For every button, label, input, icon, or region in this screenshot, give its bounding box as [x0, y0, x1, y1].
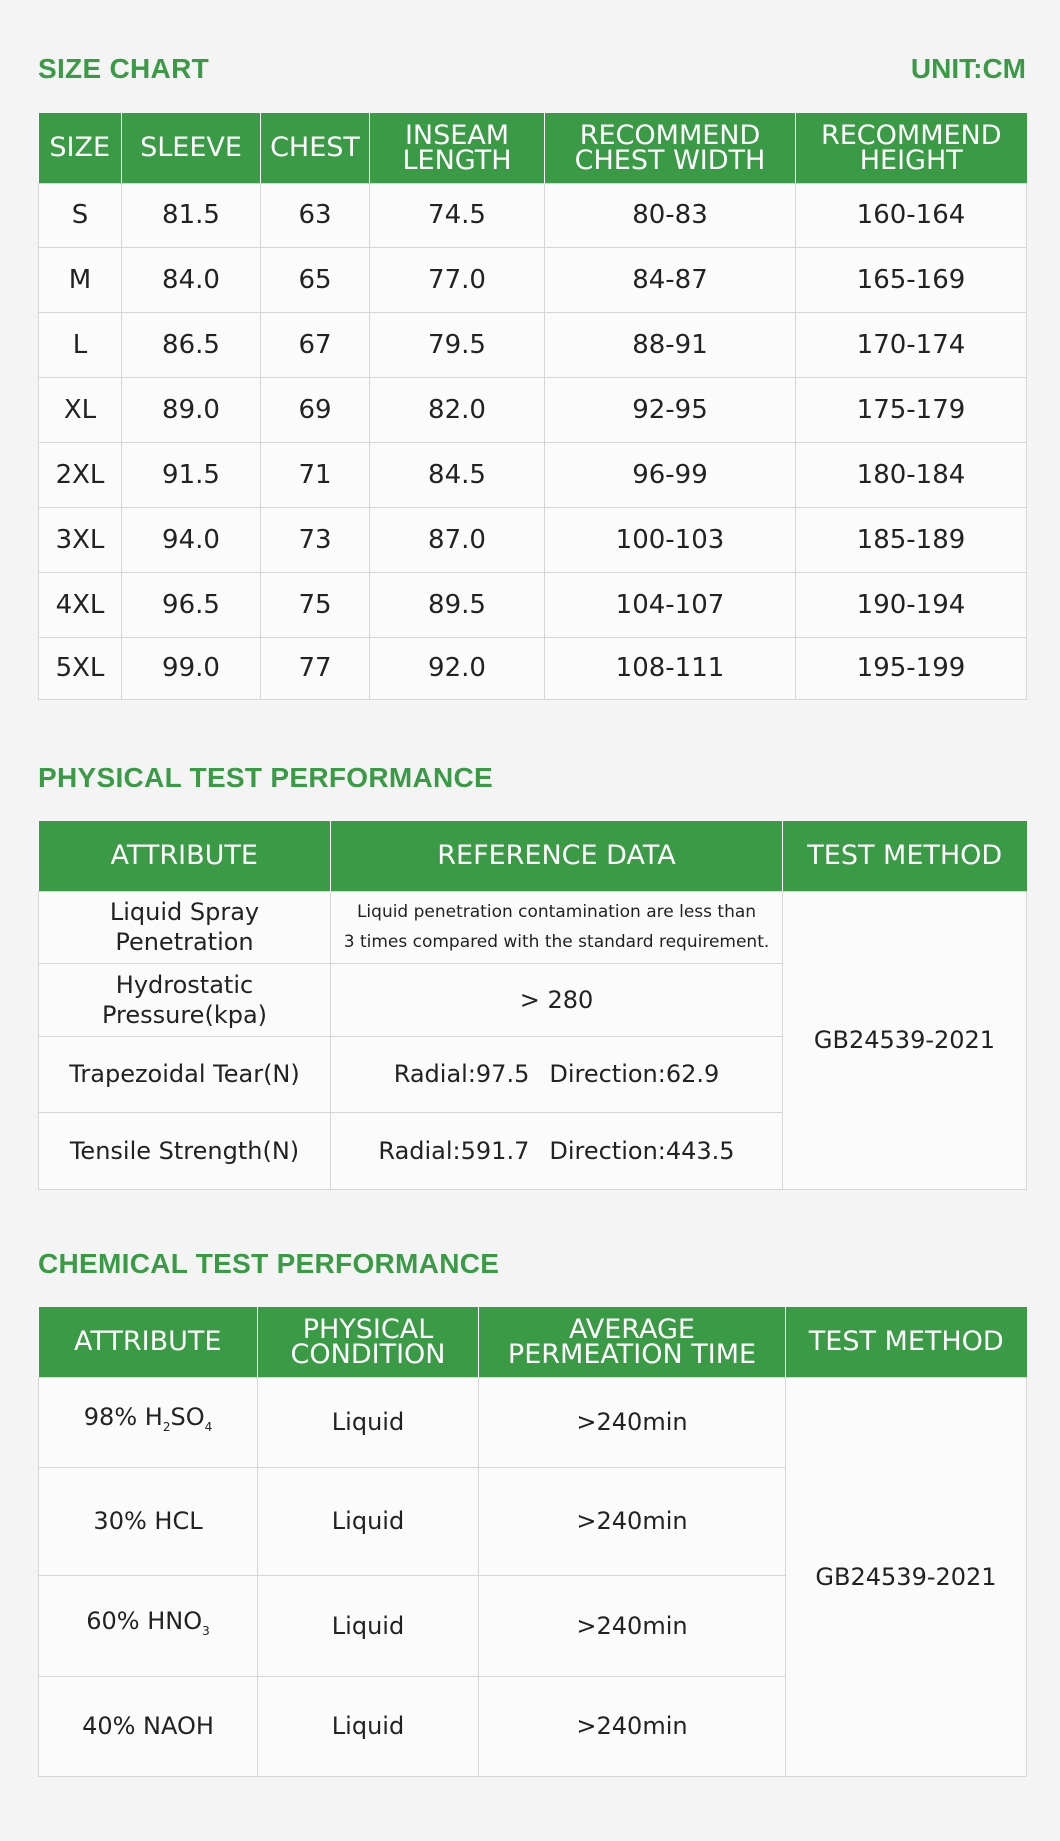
cell: 160-164 — [796, 183, 1027, 247]
cell: 165-169 — [796, 247, 1027, 312]
cell: 82.0 — [370, 377, 545, 442]
cell: 4XL — [39, 572, 122, 637]
cell: 74.5 — [370, 183, 545, 247]
cell: 96.5 — [122, 572, 261, 637]
table-row — [39, 247, 1027, 312]
cell: 195-199 — [796, 637, 1027, 699]
attribute-line: Penetration — [115, 928, 254, 956]
attribute-line: Liquid Spray — [109, 898, 260, 926]
attribute-cell — [39, 891, 331, 963]
header-attribute: ATTRIBUTE — [39, 821, 331, 891]
cell: 89.5 — [370, 572, 545, 637]
cell: 99.0 — [122, 637, 261, 699]
size-chart-table — [38, 113, 1027, 700]
cell: 63 — [261, 183, 370, 247]
condition-cell: Liquid — [258, 1676, 479, 1776]
table-row — [39, 183, 1027, 247]
table-row — [39, 442, 1027, 507]
cell: 96-99 — [545, 442, 796, 507]
header-physical-condition: PHYSICAL CONDITION — [258, 1307, 479, 1377]
attribute-cell — [39, 1377, 258, 1467]
permeation-cell: >240min — [479, 1575, 786, 1676]
reference-line: 3 times compared with the standard requirement. — [343, 932, 770, 952]
cell: S — [39, 183, 122, 247]
cell: 100-103 — [545, 507, 796, 572]
attribute-line: Hydrostatic — [115, 970, 254, 999]
cell: 67 — [261, 312, 370, 377]
cell: 71 — [261, 442, 370, 507]
cell: 108-111 — [545, 637, 796, 699]
reference-cell — [331, 1112, 783, 1189]
table-row — [39, 637, 1027, 699]
size-chart-title: SIZE CHART — [38, 53, 209, 84]
reference-line: Liquid penetration contamination are less than — [356, 902, 757, 922]
cell: 84.5 — [370, 442, 545, 507]
cell: 92-95 — [545, 377, 796, 442]
cell: 170-174 — [796, 312, 1027, 377]
cell: 185-189 — [796, 507, 1027, 572]
header-permeation-time: AVERAGE PERMEATION TIME — [479, 1307, 786, 1377]
condition-cell: Liquid — [258, 1377, 479, 1467]
physical-table — [38, 821, 1027, 1190]
cell: 75 — [261, 572, 370, 637]
table-row — [39, 377, 1027, 442]
cell: 89.0 — [122, 377, 261, 442]
condition-cell: Liquid — [258, 1575, 479, 1676]
condition-cell: Liquid — [258, 1467, 479, 1575]
attribute-cell: Trapezoidal Tear(N) — [39, 1036, 331, 1112]
cell: 65 — [261, 247, 370, 312]
attribute-text: SO — [170, 1403, 205, 1432]
cell: 94.0 — [122, 507, 261, 572]
subscript: 3 — [202, 1623, 210, 1638]
cell: 79.5 — [370, 312, 545, 377]
cell: 2XL — [39, 442, 122, 507]
reference-cell — [331, 891, 783, 963]
cell: 3XL — [39, 507, 122, 572]
direction-value: Direction:443.5 — [549, 1136, 735, 1165]
cell: 77 — [261, 637, 370, 699]
cell: 87.0 — [370, 507, 545, 572]
attribute-text: 98% H — [83, 1403, 163, 1432]
table-row — [39, 312, 1027, 377]
table-row — [39, 891, 1027, 963]
cell: 86.5 — [122, 312, 261, 377]
physical-title: PHYSICAL TEST PERFORMANCE — [38, 762, 494, 793]
cell: 84-87 — [545, 247, 796, 312]
reference-cell — [331, 1036, 783, 1112]
header-recommend-height: RECOMMEND HEIGHT — [796, 113, 1027, 183]
table-row — [39, 507, 1027, 572]
permeation-cell: >240min — [479, 1377, 786, 1467]
subscript: 4 — [204, 1419, 213, 1434]
cell: 175-179 — [796, 377, 1027, 442]
attribute-cell — [39, 963, 331, 1036]
reference-cell: > 280 — [331, 963, 783, 1036]
cell: 88-91 — [545, 312, 796, 377]
cell: 5XL — [39, 637, 122, 699]
permeation-cell: >240min — [479, 1676, 786, 1776]
header-size: SIZE — [39, 113, 122, 183]
attribute-cell: Tensile Strength(N) — [39, 1112, 331, 1189]
radial-value: Radial:591.7 — [378, 1136, 530, 1165]
cell: 80-83 — [545, 183, 796, 247]
test-method-cell: GB24539-2021 — [783, 891, 1027, 1189]
attribute-line: Pressure(kpa) — [101, 1000, 268, 1029]
attribute-text: 60% HNO — [86, 1606, 203, 1635]
table-row — [39, 572, 1027, 637]
radial-value: Radial:97.5 — [393, 1060, 530, 1088]
cell: 77.0 — [370, 247, 545, 312]
cell: 81.5 — [122, 183, 261, 247]
cell: 190-194 — [796, 572, 1027, 637]
cell: 92.0 — [370, 637, 545, 699]
attribute-cell — [39, 1575, 258, 1676]
cell: 73 — [261, 507, 370, 572]
cell: 91.5 — [122, 442, 261, 507]
cell: 84.0 — [122, 247, 261, 312]
header-test-method: TEST METHOD — [783, 821, 1027, 891]
cell: XL — [39, 377, 122, 442]
attribute-cell: 30% HCL — [39, 1467, 258, 1575]
chemical-table — [38, 1307, 1027, 1777]
cell: 104-107 — [545, 572, 796, 637]
header-chest: CHEST — [261, 113, 370, 183]
header-inseam: INSEAM LENGTH — [370, 113, 545, 183]
direction-value: Direction:62.9 — [549, 1060, 720, 1088]
test-method-cell: GB24539-2021 — [786, 1377, 1027, 1776]
table-row — [39, 1377, 1027, 1467]
attribute-cell: 40% NAOH — [39, 1676, 258, 1776]
chemical-title: CHEMICAL TEST PERFORMANCE — [38, 1248, 500, 1279]
cell: 180-184 — [796, 442, 1027, 507]
header-reference-data: REFERENCE DATA — [331, 821, 783, 891]
subscript: 2 — [162, 1419, 171, 1434]
header-attribute: ATTRIBUTE — [39, 1307, 258, 1377]
header-recommend-chest: RECOMMEND CHEST WIDTH — [545, 113, 796, 183]
header-test-method: TEST METHOD — [786, 1307, 1027, 1377]
cell: 69 — [261, 377, 370, 442]
header-sleeve: SLEEVE — [122, 113, 261, 183]
cell: M — [39, 247, 122, 312]
permeation-cell: >240min — [479, 1467, 786, 1575]
unit-label: UNIT:CM — [910, 53, 1026, 84]
cell: L — [39, 312, 122, 377]
